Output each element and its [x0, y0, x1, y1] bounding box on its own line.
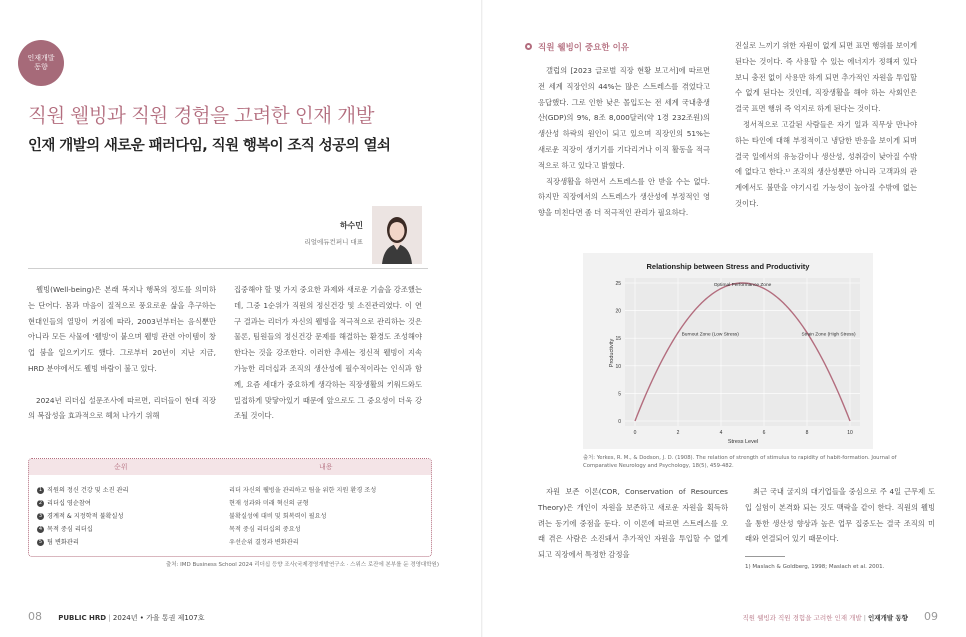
author-role: 리얼에듀컨퍼니 대표: [304, 238, 363, 246]
category-badge: [18, 40, 64, 86]
rank-content: 목적 중심 리더십의 중요성: [229, 526, 301, 533]
paragraph: 자원 보존 이론(COR, Conservation of Resources Theory)은 개인이 자원을 보존하고 새로운 자원을 획득하려는 동기에 중점을 둔다. 이 이론에 따르면 스트레스를 오래 겪은 사람은 소진돼서 추가적인 자원을 투입할 수 없게 되고 직장에서 특정한 감정을: [538, 487, 728, 560]
rank-label: 직원의 정신 건강 및 소진 관리: [47, 487, 129, 494]
table-row: [29, 485, 431, 496]
x-tick-label: 10: [847, 430, 853, 436]
right-page: [483, 0, 966, 637]
rank-label: 목적 중심 리더십: [47, 526, 93, 533]
footnote-rule: [745, 556, 785, 557]
rank-content: 불확실성에 대비 및 회복력이 필요성: [229, 513, 327, 520]
chart-annotation: Strain Zone (High Stress): [801, 332, 856, 338]
chart-title: Relationship between Stress and Productivity: [646, 262, 810, 271]
stress-productivity-chart: [583, 253, 873, 449]
body-column-3: [538, 63, 710, 221]
header-rank: 순위: [114, 463, 128, 471]
rank-content: 현재 성과와 미래 혁신의 균형: [229, 500, 309, 507]
badge-line1: 인재개발: [27, 54, 55, 62]
rank-label: 경계적 & 지정학적 불확실성: [47, 513, 124, 520]
table-header: [29, 459, 431, 475]
chart-annotation: Burnout Zone (Low Stress): [681, 332, 739, 338]
rank-label: 리더십 영순참여: [47, 500, 91, 507]
paragraph: 진실로 느끼기 위한 자원이 없게 되면 표면 행위를 보이게 된다는 것이다. 즉 사용할 수 있는 에너지가 정해져 있다 보니 충전 없이 사용만 하게 되면 추가적인 자원을 투입할 수 없게 된다는 것인데, 직장생활을 해야 하는 사회인은 결국 표면 행위 즉 억지로 하게 된다는 것이다.: [735, 41, 917, 114]
paragraph: 정서적으로 고갈된 사람들은 자기 일과 직무상 만나야 하는 타인에 대해 부정적이고 냉담한 반응을 보이게 되며 결국 일에서의 유능감이나 생산성, 성취감이 낮아질 수밖에 없다고 한다.¹⁾ 조직의 생산성뿐만 아니라 고객과의 관계에서도 불만을 야기시킬 가능성이 높아질 수밖에 없는 것이다.: [735, 119, 917, 208]
paragraph: 2024년 리더십 설문조사에 따르면, 리더들이 현대 직장의 복잡성을 효과적으로 헤쳐 나가기 위해: [28, 395, 216, 421]
table-row: [29, 498, 431, 509]
ranking-table: [28, 458, 432, 557]
body-column-1: [28, 282, 216, 424]
page-number: 09: [924, 610, 938, 623]
badge-line2: 동향: [34, 63, 48, 71]
rank-number: 4: [38, 525, 43, 532]
page-number: 08: [28, 610, 42, 623]
article-subtitle: 인재 개발의 새로운 패러다임, 직원 행복이 조직 성공의 열쇠: [28, 138, 391, 154]
table-row: [29, 524, 431, 535]
y-axis-label: Productivity: [609, 338, 615, 368]
x-tick-label: 6: [762, 430, 766, 436]
paragraph: 직장생활을 하면서 스트레스를 안 받을 수는 없다. 하지만 직장에서의 스트레스가 생산성에 부정적인 영향을 미친다면 좀 더 적극적인 관리가 필요하다.: [538, 176, 710, 218]
body-column-4: [735, 38, 917, 212]
x-tick-label: 8: [805, 430, 809, 436]
footer-left: 08 PUBLIC HRD | 2024년 • 가을 통권 제107호: [28, 610, 205, 623]
table-row: [29, 537, 431, 548]
body-column-5: [538, 484, 728, 563]
footer-right: 직원 웰빙과 직원 경험을 고려한 인재 개발 | 인재개발 동향 09: [742, 610, 938, 623]
paragraph: 갤럽의 [2023 글로벌 직장 현황 보고서]에 따르면 전 세계 직장인의 44%는 많은 스트레스를 겪었다고 응답했다. 그로 인한 낮은 몰입도는 전 세계 국내총생산(GDP)의 9%, 8조 8,000달러(약 1경 232조원)의 생산성 하락의 원인이 되고 있으며 직장인의 51%는 새로운 직장이 생기기를 기다리거나 이직 활동을 적극적으로 하고 있다고 밝혔다.: [538, 66, 710, 170]
y-tick-label: 0: [618, 419, 621, 425]
rank-number: 5: [38, 538, 43, 545]
rank-content: 리더 자신의 웰빙을 관리하고 팀을 위한 지원 환경 조성: [229, 487, 377, 494]
rank-content: 우선순위 결정과 변화관리: [229, 539, 299, 546]
author-photo: [372, 206, 422, 264]
plot-area: [625, 278, 860, 426]
y-tick-label: 15: [615, 336, 621, 343]
rank-number: 2: [38, 499, 43, 506]
rank-number: 3: [38, 512, 43, 519]
paragraph: 집중해야 할 몇 가지 중요한 과제와 새로운 기술을 강조했는데, 그중 1순위가 직원의 정신건강 및 소진관리였다. 이 연구 결과는 리더가 자신의 웰빙을 적극적으로 관리하는 것은 물론, 팀원들의 정신건강 문제를 해결하는 환경도 조성해야 한다는 것을 강조한다. 이러한 추세는 정신적 웰빙이 지속 가능한 리더십과 조직의 생산성에 필수적이라는 인식과 함께, 요즘 세대가 중요하게 생각하는 직장생활의 키워드와도 밀접하게 맞닿아있기 때문에 앞으로도 그 중요성이 더욱 강조될 것이다.: [234, 285, 422, 421]
y-tick-label: 25: [615, 281, 621, 287]
y-tick-label: 5: [618, 391, 621, 398]
issue-info: 2024년 • 가을 통권 제107호: [112, 614, 205, 622]
chart-svg: [583, 253, 873, 449]
y-tick-label: 10: [615, 363, 621, 370]
section-heading: 직원 웰빙이 중요한 이유: [538, 43, 629, 53]
header-content: 내용: [319, 463, 333, 471]
rank-label: 팀 변화관리: [47, 539, 79, 546]
footer-section: 직원 웰빙과 직원 경험을 고려한 인재 개발: [742, 614, 862, 622]
y-tick-label: 20: [615, 308, 621, 315]
bullet-icon: [525, 43, 532, 50]
table-source: 출처: IMD Business School 2024 리더십 등향 조사(국제경영개발연구소 · 스위스 로잔에 본부를 둔 경영대학원): [165, 562, 439, 568]
x-axis-label: Stress Level: [727, 439, 759, 445]
body-column-6: [745, 484, 935, 547]
author-block: [304, 220, 363, 246]
x-tick-label: 0: [633, 430, 637, 436]
x-tick-label: 2: [676, 430, 680, 436]
rank-number: 1: [38, 486, 43, 493]
chart-caption: 출처: Yerkes, R. M., & Dodson, J. D. (1908). The relation of strength of stimulus to rapidity of habit-formation. Journal of Comparative Neurology and Psychology, 18(5), 459-482.: [583, 455, 897, 469]
paragraph: 웰빙(Well-being)은 본래 복지나 행복의 정도를 의미하는 단어다. 몸과 마음이 질적으로 풍요로운 삶을 추구하는 현대인들의 열망이 커짐에 따라, 2003년부터는 음식뿐만 아니라 모든 사물에 '웰빙'이 붙으며 웰빙 관련 아이템이 창업 붐을 일으키기도 했다. 그로부터 20년이 지난 지금, HRD 분야에서도 웰빙 바람이 불고 있다.: [28, 285, 216, 373]
x-tick-label: 4: [719, 430, 723, 436]
article-title: 직원 웰빙과 직원 경험을 고려한 인재 개발: [28, 104, 374, 127]
chart-annotation: Optimal Performance Zone: [713, 282, 772, 288]
table-row: [29, 511, 431, 522]
magazine-name: PUBLIC HRD: [58, 614, 107, 622]
author-name: 하수민: [339, 221, 363, 230]
paragraph: 최근 국내 굴지의 대기업들을 중심으로 주 4일 근무제 도입 실험이 본격화 되는 것도 맥락을 같이 한다. 직원의 웰빙을 통한 생산성 향상과 높은 업무 집중도는 결국 조직의 미래와 연결되어 있기 때문이다.: [745, 487, 935, 544]
footnote: 1) Maslach & Goldberg, 1998; Maslach et al. 2001.: [745, 564, 885, 570]
body-column-2: [234, 282, 422, 424]
divider: [28, 268, 428, 269]
footer-tag: 인재개발 동향: [867, 614, 908, 622]
